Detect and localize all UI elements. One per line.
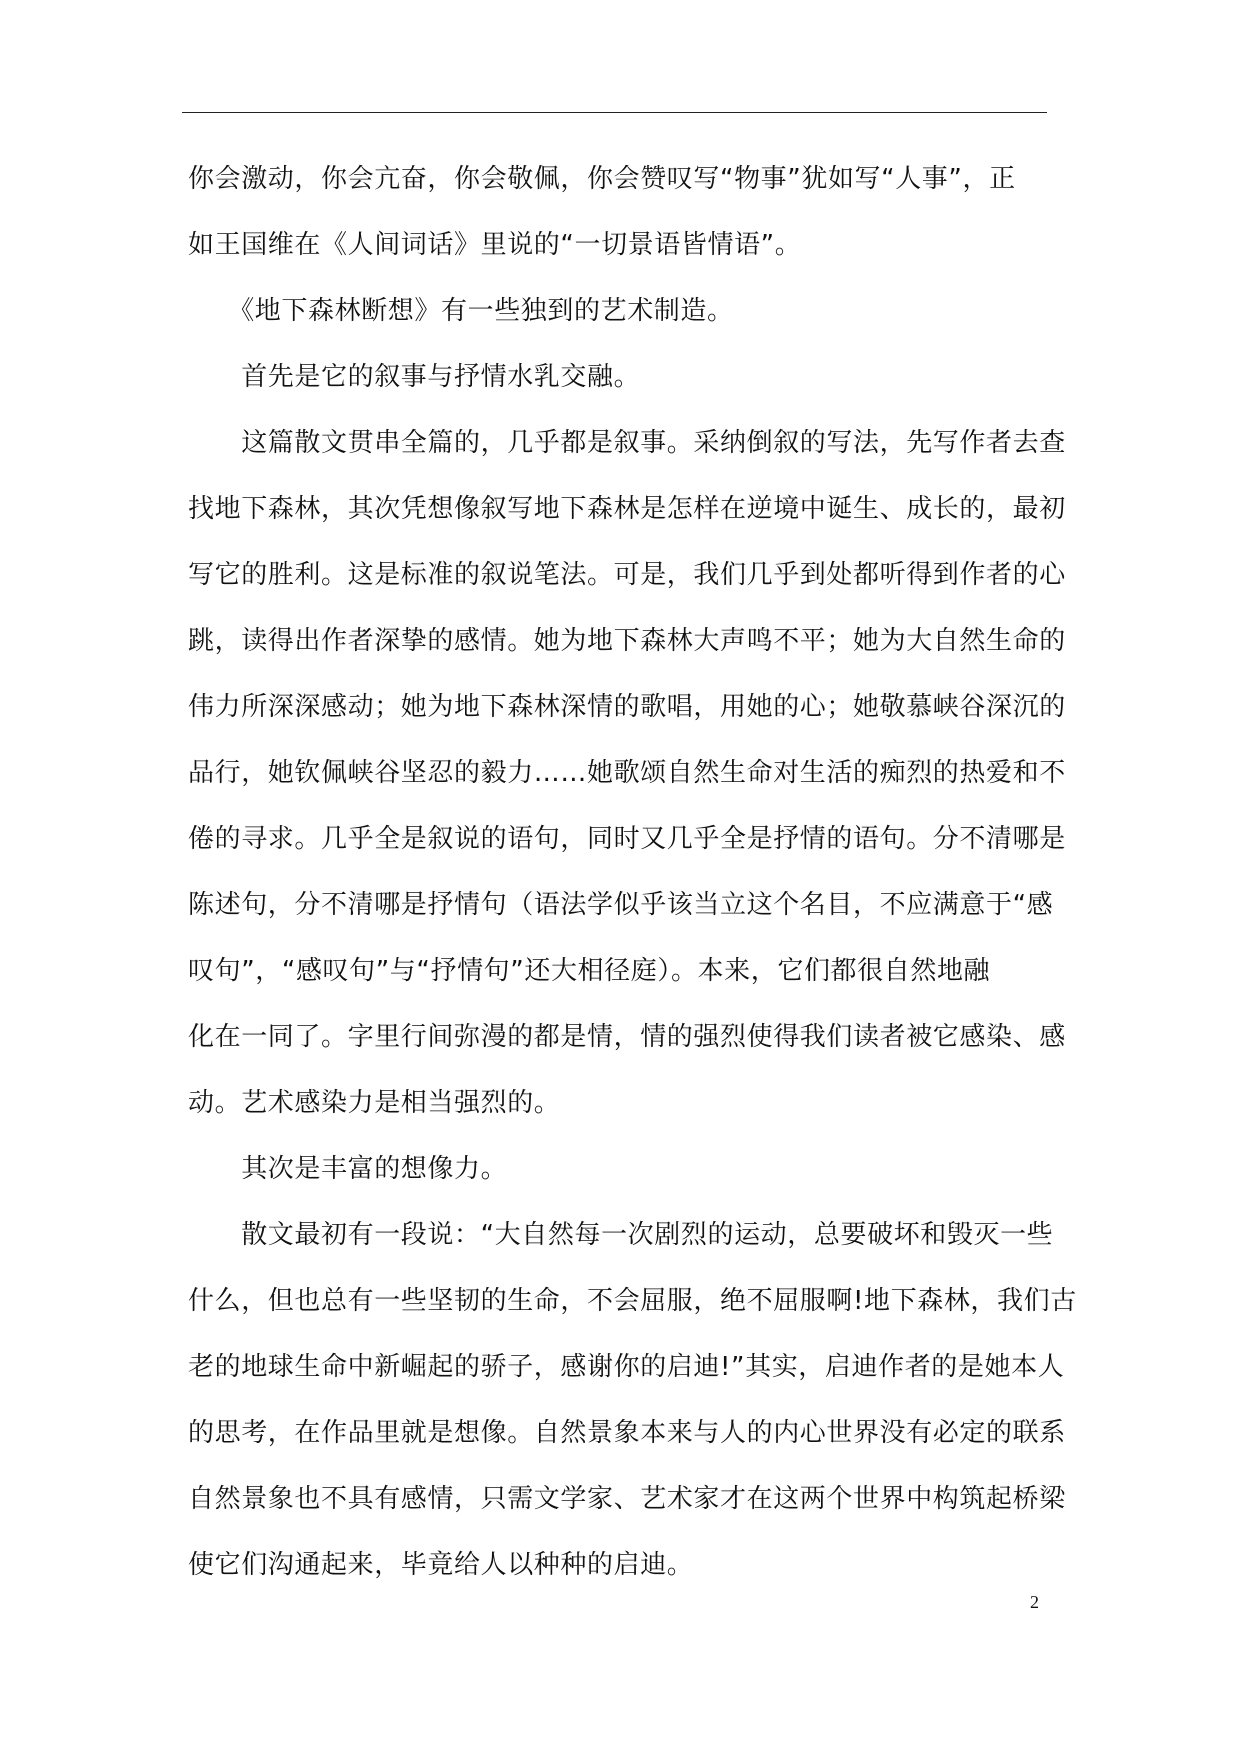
- body-line: 跳，读得出作者深挚的感情。她为地下森林大声鸣不平；她为大自然生命的: [188, 626, 1066, 656]
- body-line: 自然景象也不具有感情，只需文学家、艺术家才在这两个世界中构筑起桥梁: [188, 1484, 1066, 1514]
- body-line: 叹句”，“感叹句”与“抒情句”还大相径庭）。本来，它们都很自然地融: [188, 956, 991, 986]
- body-line: 伟力所深深感动；她为地下森林深情的歌唱，用她的心；她敬慕峡谷深沉的: [188, 692, 1066, 722]
- body-line: 动。艺术感染力是相当强烈的。: [188, 1088, 561, 1118]
- body-line: 陈述句，分不清哪是抒情句（语法学似乎该当立这个名目，不应满意于“感: [188, 890, 1054, 920]
- page-number: 2: [1030, 1592, 1039, 1612]
- body-line: 老的地球生命中新崛起的骄子，感谢你的启迪!”其实，启迪作者的是她本人: [188, 1352, 1065, 1382]
- body-line: 找地下森林，其次凭想像叙写地下森林是怎样在逆境中诞生、成长的，最初: [188, 494, 1066, 524]
- body-line: 使它们沟通起来，毕竟给人以种种的启迪。: [188, 1550, 694, 1580]
- body-line: 其次是丰富的想像力。: [188, 1154, 508, 1184]
- body-line: 《地下森林断想》有一些独到的艺术制造。: [188, 296, 734, 326]
- body-line: 首先是它的叙事与抒情水乳交融。: [188, 362, 641, 392]
- body-line: 写它的胜利。这是标准的叙说笔法。可是，我们几乎到处都听得到作者的心: [188, 560, 1066, 590]
- body-line: 的思考，在作品里就是想像。自然景象本来与人的内心世界没有必定的联系: [188, 1418, 1066, 1448]
- body-line: 倦的寻求。几乎全是叙说的语句，同时又几乎全是抒情的语句。分不清哪是: [188, 824, 1066, 854]
- body-line: 这篇散文贯串全篇的，几乎都是叙事。采纳倒叙的写法，先写作者去查: [188, 428, 1066, 458]
- body-line: 如王国维在《人间词话》里说的“一切景语皆情语”。: [188, 230, 802, 260]
- body-line: 什么，但也总有一些坚韧的生命，不会屈服，绝不屈服啊!地下森林，我们古: [188, 1286, 1077, 1316]
- body-line: 品行，她钦佩峡谷坚忍的毅力……她歌颂自然生命对生活的痴烈的热爱和不: [188, 758, 1066, 788]
- header-rule: [182, 112, 1047, 113]
- body-line: 你会激动，你会亢奋，你会敬佩，你会赞叹写“物事”犹如写“人事”，正: [188, 164, 1016, 194]
- body-line: 散文最初有一段说：“大自然每一次剧烈的运动，总要破坏和毁灭一些: [188, 1220, 1054, 1250]
- body-line: 化在一同了。字里行间弥漫的都是情，情的强烈使得我们读者被它感染、感: [188, 1022, 1066, 1052]
